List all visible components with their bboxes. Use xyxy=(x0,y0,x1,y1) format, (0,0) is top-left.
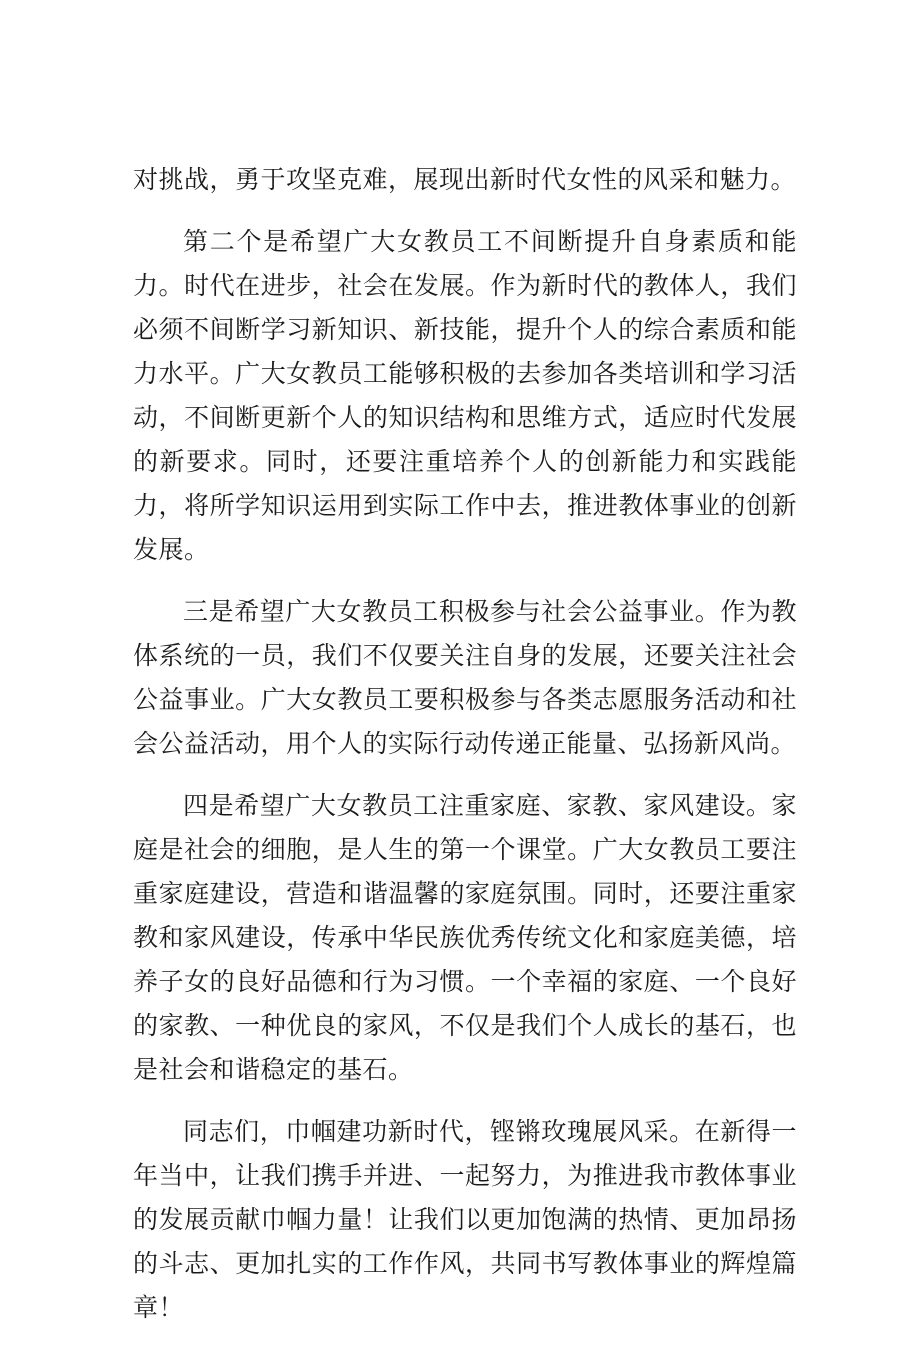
paragraph-closing: 同志们，巾帼建功新时代，铿锵玫瑰展风采。在新得一年当中，让我们携手并进、一起努力，为推进我市教体事业的发展贡献巾帼力量！让我们以更加饱满的热情、更加昂扬的斗志、更加扎实的工作作风，共同书写教体事业的辉煌篇章！ xyxy=(133,1117,797,1322)
paragraph-continuation: 对挑战，勇于攻坚克难，展现出新时代女性的风采和魅力。 xyxy=(133,165,797,194)
document-body xyxy=(133,158,797,1348)
paragraph-second-hope: 第二个是希望广大女教员工不间断提升自身素质和能力。时代在进步，社会在发展。作为新时代的教体人，我们必须不间断学习新知识、新技能，提升个人的综合素质和能力水平。广大女教员工能够积极的去参加各类培训和学习活动，不间断更新个人的知识结构和思维方式，适应时代发展的新要求。同时，还要注重培养个人的创新能力和实践能力，将所学知识运用到实际工作中去，推进教体事业的创新发展。 xyxy=(133,227,797,564)
paragraph-third-hope: 三是希望广大女教员工积极参与社会公益事业。作为教体系统的一员，我们不仅要关注自身的发展，还要关注社会公益事业。广大女教员工要积极参与各类志愿服务活动和社会公益活动，用个人的实际行动传递正能量、弘扬新风尚。 xyxy=(133,597,797,758)
paragraph-fourth-hope: 四是希望广大女教员工注重家庭、家教、家风建设。家庭是社会的细胞，是人生的第一个课堂。广大女教员工要注重家庭建设，营造和谐温馨的家庭氛围。同时，还要注重家教和家风建设，传承中华民族优秀传统文化和家庭美德，培养子女的良好品德和行为习惯。一个幸福的家庭、一个良好的家教、一种优良的家风，不仅是我们个人成长的基石，也是社会和谐稳定的基石。 xyxy=(133,791,797,1084)
